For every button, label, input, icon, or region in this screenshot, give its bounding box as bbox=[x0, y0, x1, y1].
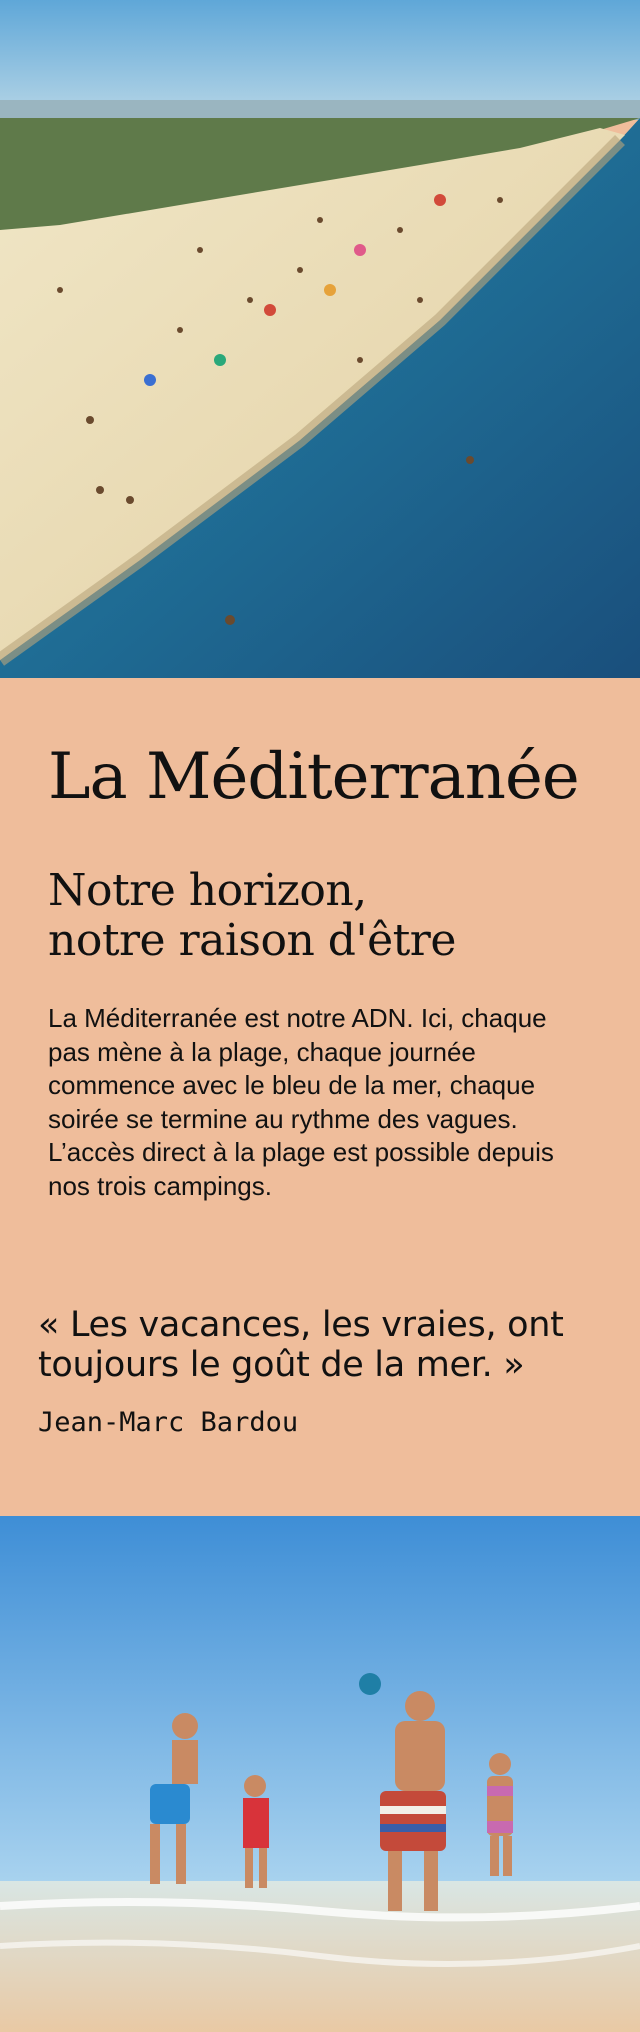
quote-author: Jean-Marc Bardou bbox=[38, 1407, 299, 1438]
subtitle-line-2: notre raison d'être bbox=[48, 914, 456, 966]
beach-aerial-illustration bbox=[0, 0, 640, 678]
mediterranean-section bbox=[0, 678, 640, 1516]
family-beach-photo bbox=[0, 1516, 640, 2032]
description-paragraph-2: L’accès direct à la plage est possible depuis nos trois campings. bbox=[48, 1137, 554, 1201]
section-subtitle bbox=[48, 866, 456, 965]
ball bbox=[359, 1673, 381, 1695]
family-beach-illustration bbox=[0, 1516, 640, 2032]
section-title: La Méditerranée bbox=[48, 740, 579, 814]
beach-aerial-photo bbox=[0, 0, 640, 678]
section-description bbox=[48, 1002, 568, 1203]
subtitle-line-1: Notre horizon, bbox=[48, 865, 367, 916]
description-paragraph-1: La Méditerranée est notre ADN. Ici, chaque pas mène à la plage, chaque journée commence avec le bleu de la mer, chaque soirée se termine au rythme des vagues. bbox=[48, 1003, 547, 1134]
pull-quote: « Les vacances, les vraies, ont toujours le goût de la mer. » bbox=[38, 1305, 564, 1386]
